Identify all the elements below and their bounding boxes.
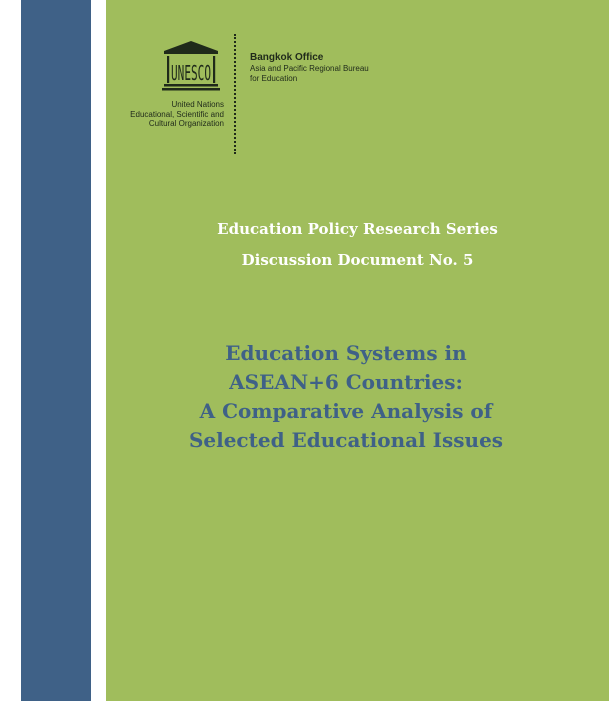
title-line: ASEAN+6 Countries: — [229, 370, 463, 394]
organization-name — [112, 100, 224, 129]
series-block — [106, 219, 609, 270]
document-title — [106, 339, 586, 455]
office-block — [250, 51, 390, 83]
office-subtitle-line: for Education — [250, 73, 298, 83]
organization-line: United Nations — [171, 100, 224, 109]
side-band — [21, 0, 91, 701]
organization-line: Educational, Scientific and — [130, 109, 224, 119]
dotted-divider — [234, 34, 236, 154]
title-line: Selected Educational Issues — [188, 428, 504, 452]
office-title: Bangkok Office — [250, 52, 324, 63]
series-name: Education Policy Research Series — [217, 220, 498, 238]
unesco-temple-logo-icon — [161, 40, 221, 95]
document-number: Discussion Document No. 5 — [241, 251, 474, 269]
unesco-wordmark: UNESCO — [171, 61, 211, 85]
title-line: A Comparative Analysis of — [199, 399, 493, 423]
organization-line: Cultural Organization — [148, 119, 224, 129]
office-subtitle-line: Asia and Pacific Regional Bureau — [250, 64, 369, 73]
title-line: Education Systems in — [225, 341, 467, 365]
